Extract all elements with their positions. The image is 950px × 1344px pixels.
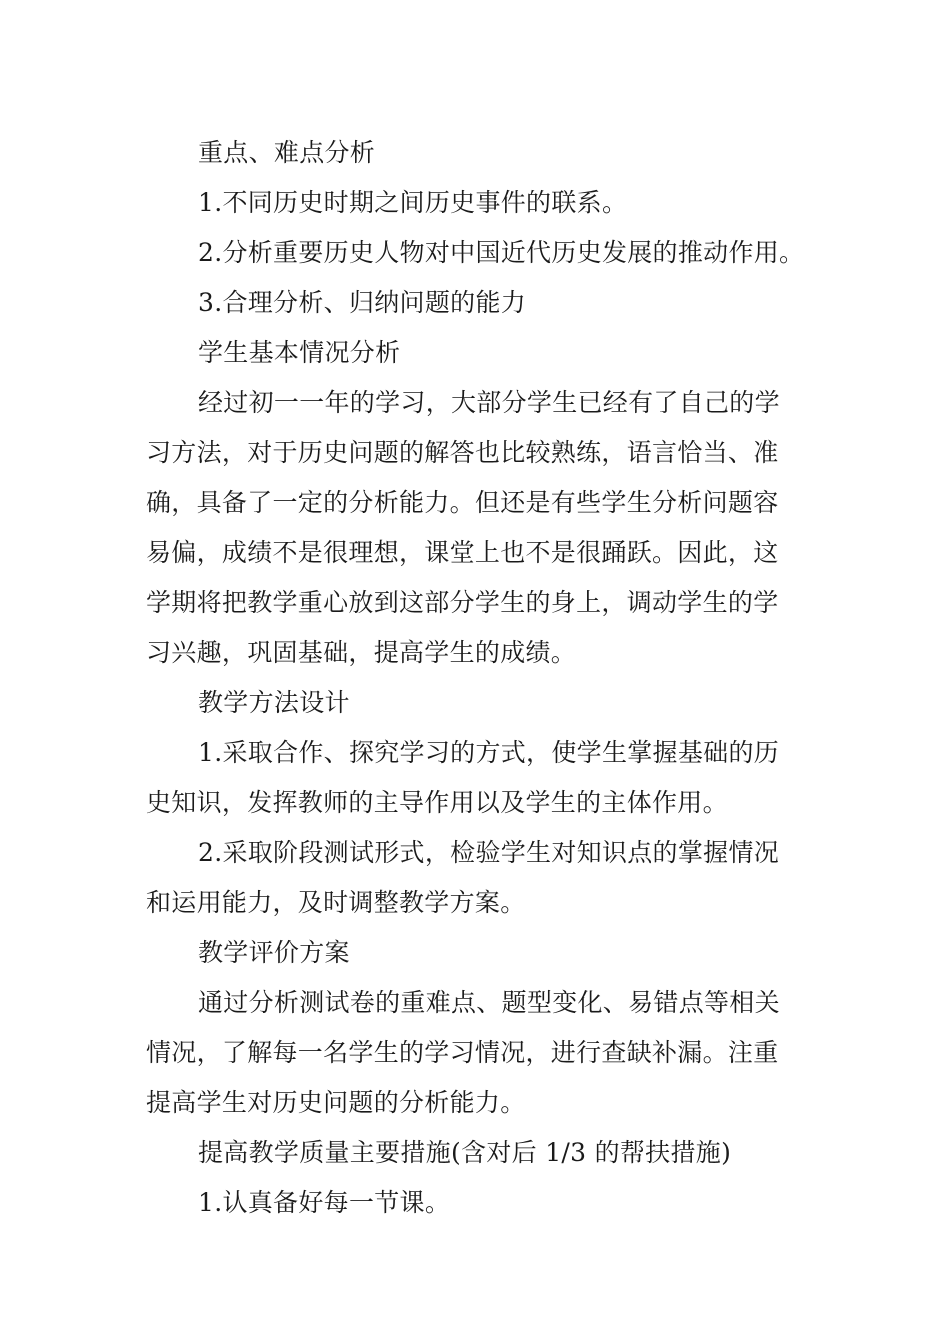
heading-key-points: 重点、难点分析: [198, 138, 376, 167]
heading-evaluation-plan: 教学评价方案: [198, 938, 350, 967]
paragraph-line: 易偏，成绩不是很理想，课堂上也不是很踊跃。因此，这: [146, 538, 779, 567]
paragraph-line: 确，具备了一定的分析能力。但还是有些学生分析问题容: [146, 488, 779, 517]
paragraph-line: 提高学生对历史问题的分析能力。: [146, 1088, 526, 1117]
heading-student-analysis: 学生基本情况分析: [198, 338, 401, 367]
list-item-continuation: 和运用能力，及时调整教学方案。: [146, 888, 526, 917]
document-body: [146, 128, 808, 1228]
paragraph-line: 经过初一一年的学习，大部分学生已经有了自己的学: [198, 388, 780, 417]
list-item: 2.分析重要历史人物对中国近代历史发展的推动作用。: [198, 238, 805, 267]
paragraph-line: 情况，了解每一名学生的学习情况，进行查缺补漏。注重: [146, 1038, 779, 1067]
list-item: 2.采取阶段测试形式，检验学生对知识点的掌握情况: [198, 838, 780, 867]
list-item-continuation: 史知识，发挥教师的主导作用以及学生的主体作用。: [146, 788, 728, 817]
heading-quality-measures: 提高教学质量主要措施(含对后 1/3 的帮扶措施): [198, 1138, 732, 1167]
paragraph-line: 习方法，对于历史问题的解答也比较熟练，语言恰当、准: [146, 438, 779, 467]
heading-teaching-methods: 教学方法设计: [198, 688, 350, 717]
paragraph-line: 习兴趣，巩固基础，提高学生的成绩。: [146, 638, 577, 667]
list-item: 1.采取合作、探究学习的方式，使学生掌握基础的历: [198, 738, 780, 767]
list-item: 1.不同历史时期之间历史事件的联系。: [198, 188, 628, 217]
list-item: 1.认真备好每一节课。: [198, 1188, 451, 1217]
list-item: 3.合理分析、归纳问题的能力: [198, 288, 527, 317]
paragraph-line: 学期将把教学重心放到这部分学生的身上，调动学生的学: [146, 588, 779, 617]
paragraph-line: 通过分析测试卷的重难点、题型变化、易错点等相关: [198, 988, 780, 1017]
